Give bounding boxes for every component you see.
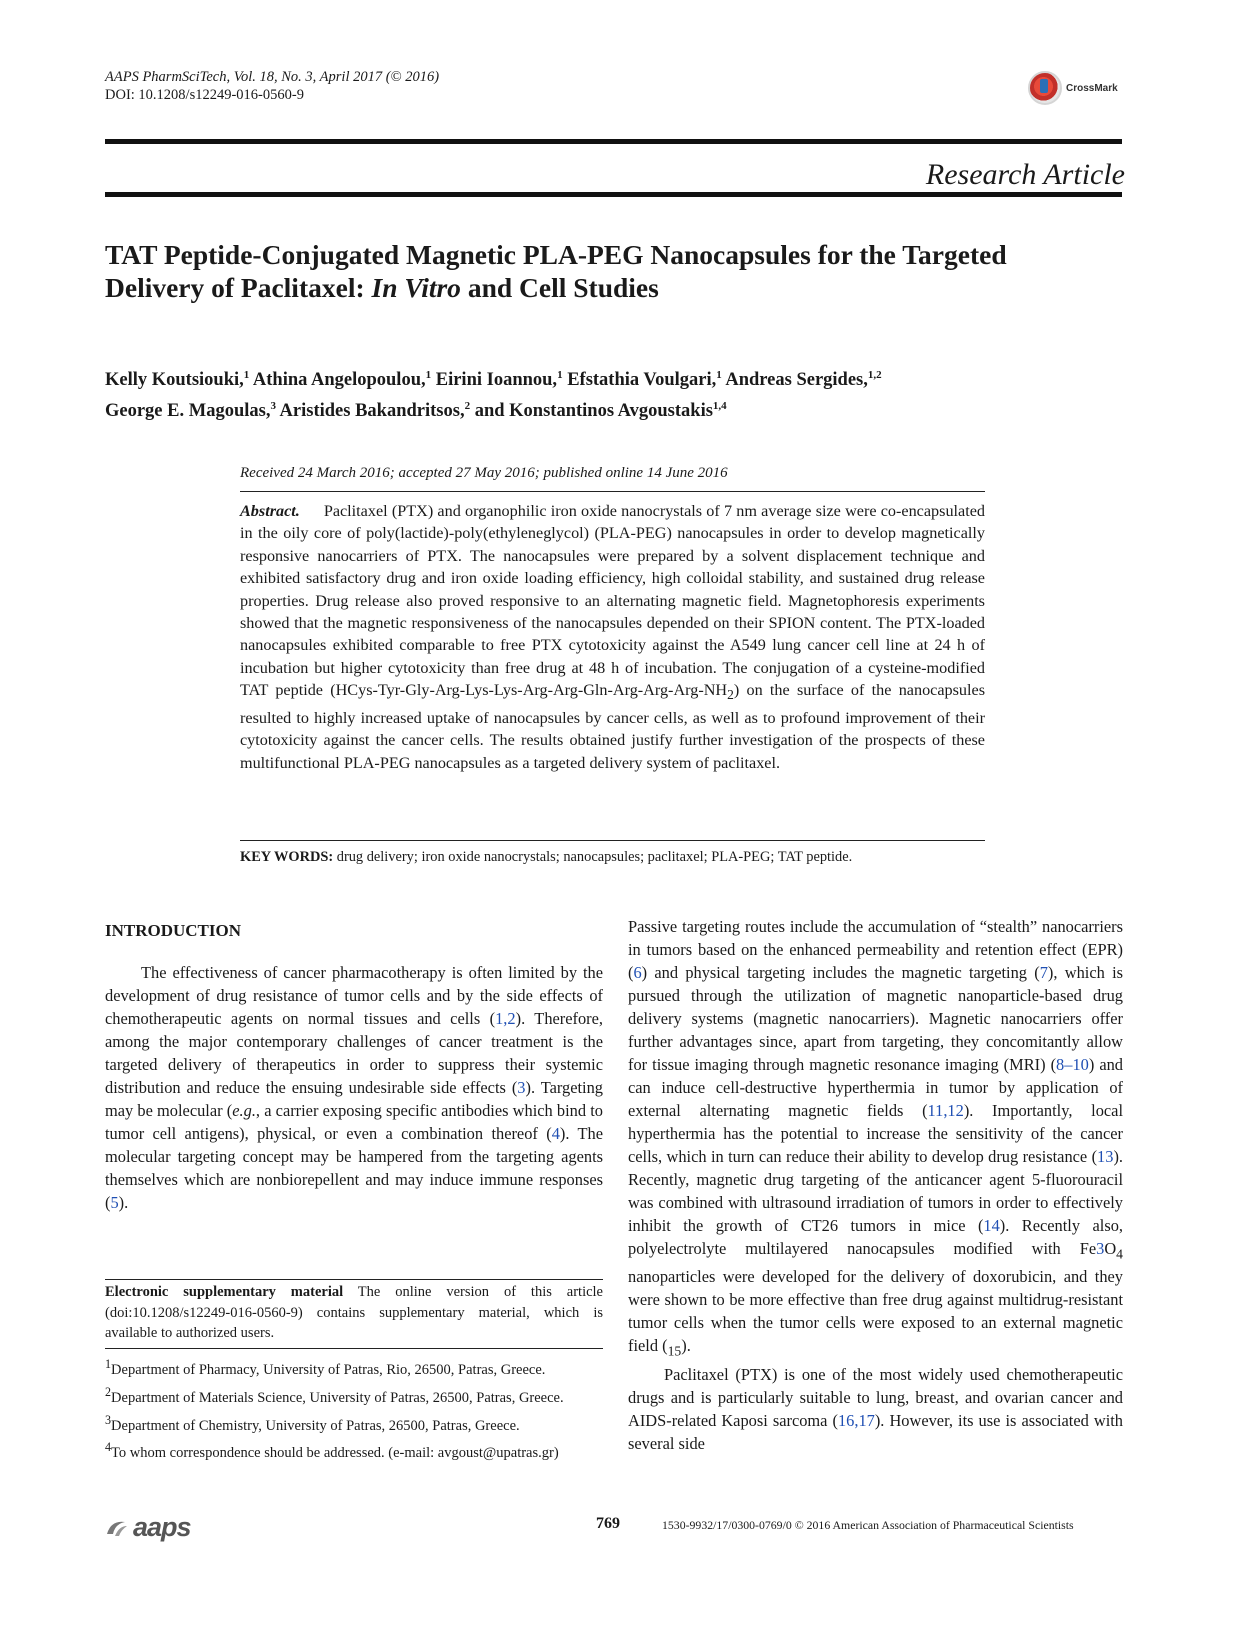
copyright-line: 1530-9932/17/0300-0769/0 © 2016 American Association of Pharmaceutical Scientists bbox=[662, 1518, 1074, 1532]
affiliations bbox=[105, 1354, 603, 1465]
paragraph-text: ) and can induce cell-destructive hyperthermia in tumor by application of external alternating magnetic fields ( bbox=[628, 1055, 1123, 1120]
paragraph-text: ). bbox=[681, 1336, 691, 1356]
author-affiliation-mark[interactable]: 2 bbox=[464, 400, 471, 413]
citation-link[interactable]: 1,2 bbox=[495, 1009, 516, 1028]
aaps-swirl-icon bbox=[105, 1518, 129, 1538]
abstract-subscript: 2 bbox=[727, 687, 734, 703]
affiliation-item bbox=[105, 1382, 603, 1408]
affiliation-item bbox=[105, 1410, 603, 1436]
citation-link[interactable]: 16,17 bbox=[837, 1410, 875, 1430]
subscript: 15 bbox=[667, 1343, 682, 1359]
paragraph-text: ). Importantly, local hyperthermia has the potential to increase the sensitivity of the cancer cells, which in turn can reduce their ability to develop drug resistance ( bbox=[628, 1101, 1123, 1166]
title-line-1: TAT Peptide-Conjugated Magnetic PLA-PEG Nanocapsules for the Targeted bbox=[105, 239, 1007, 270]
paragraph-text: nanoparticles were developed for the delivery of doxorubicin, and they were shown to be more effective than free drug against multidrug-resistant tumor cells when the tumor cells were exposed to an external magnetic field ( bbox=[628, 1267, 1123, 1356]
header-rule-bottom bbox=[105, 192, 1122, 197]
introduction-paragraph-right bbox=[628, 915, 1123, 1455]
header-rule-top bbox=[105, 139, 1122, 144]
crossmark-label: CrossMark bbox=[1066, 82, 1118, 94]
citation-link[interactable]: 13 bbox=[1097, 1147, 1114, 1166]
abstract-rule-bottom bbox=[240, 840, 985, 841]
affiliation-text: To whom correspondence should be addressed. (e-mail: avgoust@upatras.gr) bbox=[111, 1445, 559, 1462]
aaps-logo bbox=[105, 1512, 191, 1543]
citation-link[interactable]: 8–10 bbox=[1056, 1055, 1089, 1074]
abstract-rule-top bbox=[240, 491, 985, 492]
citation-link[interactable]: 4 bbox=[551, 1124, 560, 1143]
author-affiliation-mark[interactable]: 3 bbox=[270, 400, 276, 413]
paragraph-text: Paclitaxel (PTX) is one of the most widely used chemotherapeutic drugs and is particularly suitable to lung, breast, and ovarian cancer and AIDS-related Kaposi sarcoma ( bbox=[628, 1364, 1123, 1430]
author-affiliation-mark[interactable]: 1,2 bbox=[867, 369, 882, 381]
author-name: Kelly Koutsiouki, bbox=[105, 370, 244, 391]
author-name: George E. Magoulas, bbox=[105, 401, 271, 422]
introduction-paragraph-left bbox=[105, 961, 603, 1214]
affiliations-rule bbox=[105, 1348, 603, 1349]
paragraph-text: ). Recently, magnetic drug targeting of the anticancer agent 5-fluorouracil was combined with ultrasound irradiation of tumors in order to effectively inhibit the growth of CT26 tumors in mice ( bbox=[628, 1147, 1123, 1235]
affiliation-text: Department of Pharmacy, University of Patras, Rio, 26500, Patras, Greece. bbox=[111, 1361, 546, 1378]
author-affiliation-mark[interactable]: 1,4 bbox=[712, 400, 727, 413]
paragraph-text: ), which is pursued through the utilization of magnetic nanoparticle-based drug delivery systems (magnetic nanocarriers). Magnetic nanocarriers offer further advantages since, apart from targeting, they concomitantly allow for tissue imaging through magnetic resonance imaging (MRI) ( bbox=[628, 963, 1123, 1074]
introduction-heading: INTRODUCTION bbox=[105, 921, 242, 940]
citation-link[interactable]: 14 bbox=[983, 1216, 1000, 1235]
author-affiliation-mark[interactable]: 1 bbox=[425, 369, 432, 381]
author-line-2 bbox=[105, 393, 1135, 424]
keywords: KEY WORDS: drug delivery; iron oxide nanocrystals; nanocapsules; paclitaxel; PLA-PEG; TAT peptide. bbox=[240, 849, 853, 865]
paragraph-text: , a carrier exposing specific antibodies which bind to tumor cell antigens), physical, or even a combination thereof ( bbox=[105, 1101, 603, 1143]
crossmark-badge[interactable] bbox=[1028, 68, 1118, 108]
affiliation-number: 1 bbox=[105, 1357, 112, 1371]
paragraph-text: ). Therefore, among the major contemporary challenges of cancer treatment is the targeted delivery of therapeutics in order to suppress their systemic distribution and reduce the ensuing undesirable side effects ( bbox=[105, 1009, 604, 1097]
abstract-heading: Abstract. bbox=[240, 502, 300, 520]
author-affiliation-mark[interactable]: 1 bbox=[243, 369, 250, 381]
author-name: Aristides Bakandritsos, bbox=[275, 401, 465, 422]
author-name: Andreas Sergides, bbox=[721, 370, 868, 391]
author-list bbox=[105, 362, 1135, 424]
italic-text: e.g. bbox=[232, 1101, 256, 1120]
article-title bbox=[105, 238, 1135, 304]
paragraph-text: ). Recently also, polyelectrolyte multilayered nanocapsules modified with Fe bbox=[628, 1216, 1123, 1258]
subscript: 4 bbox=[1116, 1246, 1123, 1262]
author-affiliation-mark[interactable]: 1 bbox=[716, 369, 722, 381]
affiliation-item bbox=[105, 1354, 603, 1380]
citation-link[interactable]: 6 bbox=[633, 963, 642, 982]
affiliation-number: 3 bbox=[105, 1412, 112, 1427]
paragraph-text: ). However, its use is associated with several side bbox=[628, 1410, 1123, 1453]
abstract bbox=[240, 500, 985, 774]
title-line-2: Delivery of Paclitaxel: In Vitro and Cell Studies bbox=[105, 272, 659, 303]
affiliation-text: Department of Materials Science, University of Patras, 26500, Patras, Greece. bbox=[111, 1389, 564, 1406]
affiliation-number: 2 bbox=[105, 1384, 112, 1399]
page-number: 769 bbox=[596, 1515, 620, 1532]
abstract-text-b: ) on the surface of the nanocapsules resulted to highly increased uptake of nanocapsules by cancer cells, as well as to profound improvement of their cytotoxicity against the cancer cells. The results obtained justify further investigation of the prospects of these multifunctional PLA-PEG nanocapsules as a targeted delivery system of paclitaxel. bbox=[240, 681, 985, 772]
author-line-1 bbox=[105, 362, 1135, 393]
publication-dates: Received 24 March 2016; accepted 27 May 2016; published online 14 June 2016 bbox=[240, 465, 728, 481]
paragraph-text: ). The molecular targeting concept may be hampered from the targeting agents themselves which are nonbiorepellent and may induce immune responses ( bbox=[105, 1124, 603, 1212]
author-name: Eirini Ioannou, bbox=[431, 370, 558, 391]
citation-link[interactable]: 5 bbox=[110, 1193, 119, 1212]
citation-link[interactable]: 7 bbox=[1039, 963, 1048, 982]
supplementary-note: Electronic supplementary material The online version of this article (doi:10.1208/s12249-016-0560-9) contains supplementary material, which is available to authorized users. bbox=[105, 1284, 603, 1341]
author-name: Efstathia Voulgari, bbox=[562, 370, 717, 391]
paragraph-text: The effectiveness of cancer pharmacotherapy is often limited by the development of drug resistance of tumor cells and by the side effects of chemotherapeutic agents on normal tissues and cells ( bbox=[105, 963, 603, 1028]
supplementary-rule bbox=[105, 1279, 603, 1280]
paragraph-text: ). bbox=[118, 1193, 129, 1212]
abstract-text-a: Paclitaxel (PTX) and organophilic iron oxide nanocrystals of 7 nm average size were co-encapsulated in the oily core of poly(lactide)-poly(ethyleneglycol) (PLA-PEG) nanocapsules in order to develop magnetically responsive nanocarriers of PTX. The nanocapsules were prepared by a solvent displacement technique and exhibited satisfactory drug and iron oxide loading efficiency, high colloidal stability, and sustained drug release properties. Drug release also proved responsive to an alternating magnetic field. Magnetophoresis experiments showed that the magnetic responsiveness of the nanocapsules depended on their SPION content. The PTX-loaded nanocapsules exhibited comparable to free PTX cytotoxicity against the A549 lung cancer cell line at 24 h of incubation but higher cytotoxicity than free drug at 48 h of incubation. The conjugation of a cysteine-modified TAT peptide (HCys-Tyr-Gly-Arg-Lys-Lys-Arg-Arg-Gln-Arg-Arg-Arg-NH bbox=[240, 502, 985, 700]
citation-link[interactable]: 3 bbox=[517, 1078, 526, 1097]
author-name: Athina Angelopoulou, bbox=[249, 370, 426, 391]
affiliation-item bbox=[105, 1437, 603, 1463]
section-label: Research Article bbox=[925, 158, 1125, 191]
aaps-wordmark: aaps bbox=[133, 1512, 191, 1542]
citation-link[interactable]: 3 bbox=[1096, 1239, 1105, 1258]
author-name: and Konstantinos Avgoustakis bbox=[470, 401, 713, 422]
citation-link[interactable]: 11,12 bbox=[927, 1101, 964, 1120]
affiliation-number: 4 bbox=[105, 1440, 112, 1455]
paragraph-text: ). Targeting may be molecular ( bbox=[105, 1078, 603, 1120]
crossmark-icon bbox=[1028, 71, 1062, 105]
paragraph-text: O bbox=[1104, 1239, 1117, 1258]
author-affiliation-mark[interactable]: 1 bbox=[557, 369, 563, 381]
doi: DOI: 10.1208/s12249-016-0560-9 bbox=[105, 87, 304, 103]
paragraph-text: Passive targeting routes include the accumulation of “stealth” nanocarriers in tumors based on the enhanced permeability and retention effect (EPR) ( bbox=[628, 917, 1123, 982]
paragraph-text: ) and physical targeting includes the magnetic targeting ( bbox=[641, 963, 1040, 982]
affiliation-text: Department of Chemistry, University of Patras, 26500, Patras, Greece. bbox=[111, 1417, 520, 1434]
journal-citation: AAPS PharmSciTech, Vol. 18, No. 3, April 2017 (© 2016) bbox=[105, 69, 440, 85]
